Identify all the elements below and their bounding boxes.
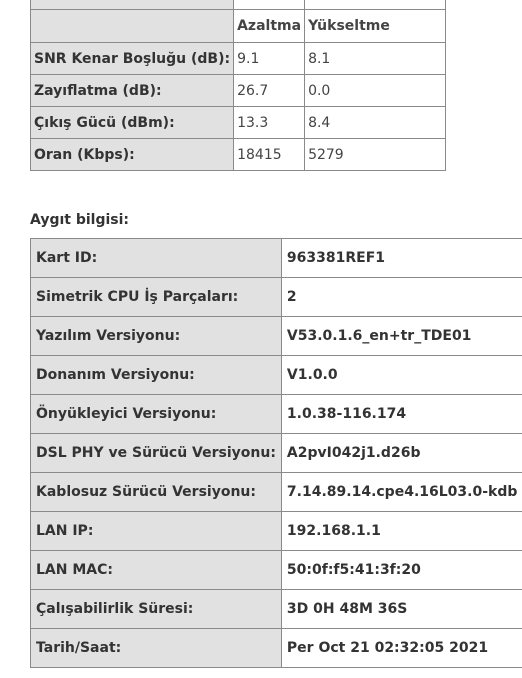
- row-value: 50:0f:f5:41:3f:20: [281, 551, 522, 590]
- upstream-value: 8.1: [305, 43, 446, 75]
- row-value: V53.0.1.6_en+tr_TDE01: [281, 317, 522, 356]
- device-info-table: [30, 238, 522, 668]
- upstream-value: 0.0: [305, 75, 446, 107]
- table-row: [31, 551, 522, 590]
- downstream-value: 18415: [234, 139, 305, 171]
- row-value: 963381REF1: [281, 239, 522, 278]
- row-value: 192.168.1.1: [281, 512, 522, 551]
- table-cell: [234, 0, 305, 10]
- dsl-stats-table: [30, 0, 446, 171]
- table-cell: [31, 0, 234, 10]
- downstream-value: 9.1: [234, 43, 305, 75]
- header-upstream: Yükseltme: [305, 10, 446, 43]
- row-label: Zayıflatma (dB):: [31, 75, 234, 107]
- upstream-value: 5279: [305, 139, 446, 171]
- table-header-row: [31, 10, 446, 43]
- row-value: 7.14.89.14.cpe4.16L03.0-kdb: [281, 473, 522, 512]
- row-label: Tarih/Saat:: [31, 629, 282, 668]
- table-row: [31, 512, 522, 551]
- row-label: Simetrik CPU İş Parçaları:: [31, 278, 282, 317]
- table-row: [31, 107, 446, 139]
- row-value: V1.0.0: [281, 356, 522, 395]
- row-label: Çalışabilirlik Süresi:: [31, 590, 282, 629]
- upstream-value: 8.4: [305, 107, 446, 139]
- header-downstream: Azaltma: [234, 10, 305, 43]
- table-row: [31, 43, 446, 75]
- downstream-value: 26.7: [234, 75, 305, 107]
- table-row: [31, 473, 522, 512]
- downstream-value: 13.3: [234, 107, 305, 139]
- table-row: [31, 75, 446, 107]
- row-label: Kablosuz Sürücü Versiyonu:: [31, 473, 282, 512]
- row-label: DSL PHY ve Sürücü Versiyonu:: [31, 434, 282, 473]
- row-value: Per Oct 21 02:32:05 2021: [281, 629, 522, 668]
- row-label: LAN MAC:: [31, 551, 282, 590]
- header-cell-label: [31, 10, 234, 43]
- table-row: [31, 629, 522, 668]
- row-label: Oran (Kbps):: [31, 139, 234, 171]
- table-row: [31, 356, 522, 395]
- row-value: A2pvI042j1.d26b: [281, 434, 522, 473]
- table-row: [31, 278, 522, 317]
- table-row: [31, 395, 522, 434]
- row-value: 2: [281, 278, 522, 317]
- row-value: 3D 0H 48M 36S: [281, 590, 522, 629]
- row-label: Önyükleyici Versiyonu:: [31, 395, 282, 434]
- row-label: SNR Kenar Boşluğu (dB):: [31, 43, 234, 75]
- table-row: [31, 317, 522, 356]
- table-row: [31, 590, 522, 629]
- row-value: 1.0.38-116.174: [281, 395, 522, 434]
- section-title: Aygıt bilgisi:: [30, 212, 130, 228]
- row-label: Yazılım Versiyonu:: [31, 317, 282, 356]
- table-row: [31, 434, 522, 473]
- table-cell: [305, 0, 446, 10]
- table-row: [31, 139, 446, 171]
- row-label: Çıkış Gücü (dBm):: [31, 107, 234, 139]
- row-label: Donanım Versiyonu:: [31, 356, 282, 395]
- row-label: LAN IP:: [31, 512, 282, 551]
- row-label: Kart ID:: [31, 239, 282, 278]
- table-row: [31, 0, 446, 10]
- table-row: [31, 239, 522, 278]
